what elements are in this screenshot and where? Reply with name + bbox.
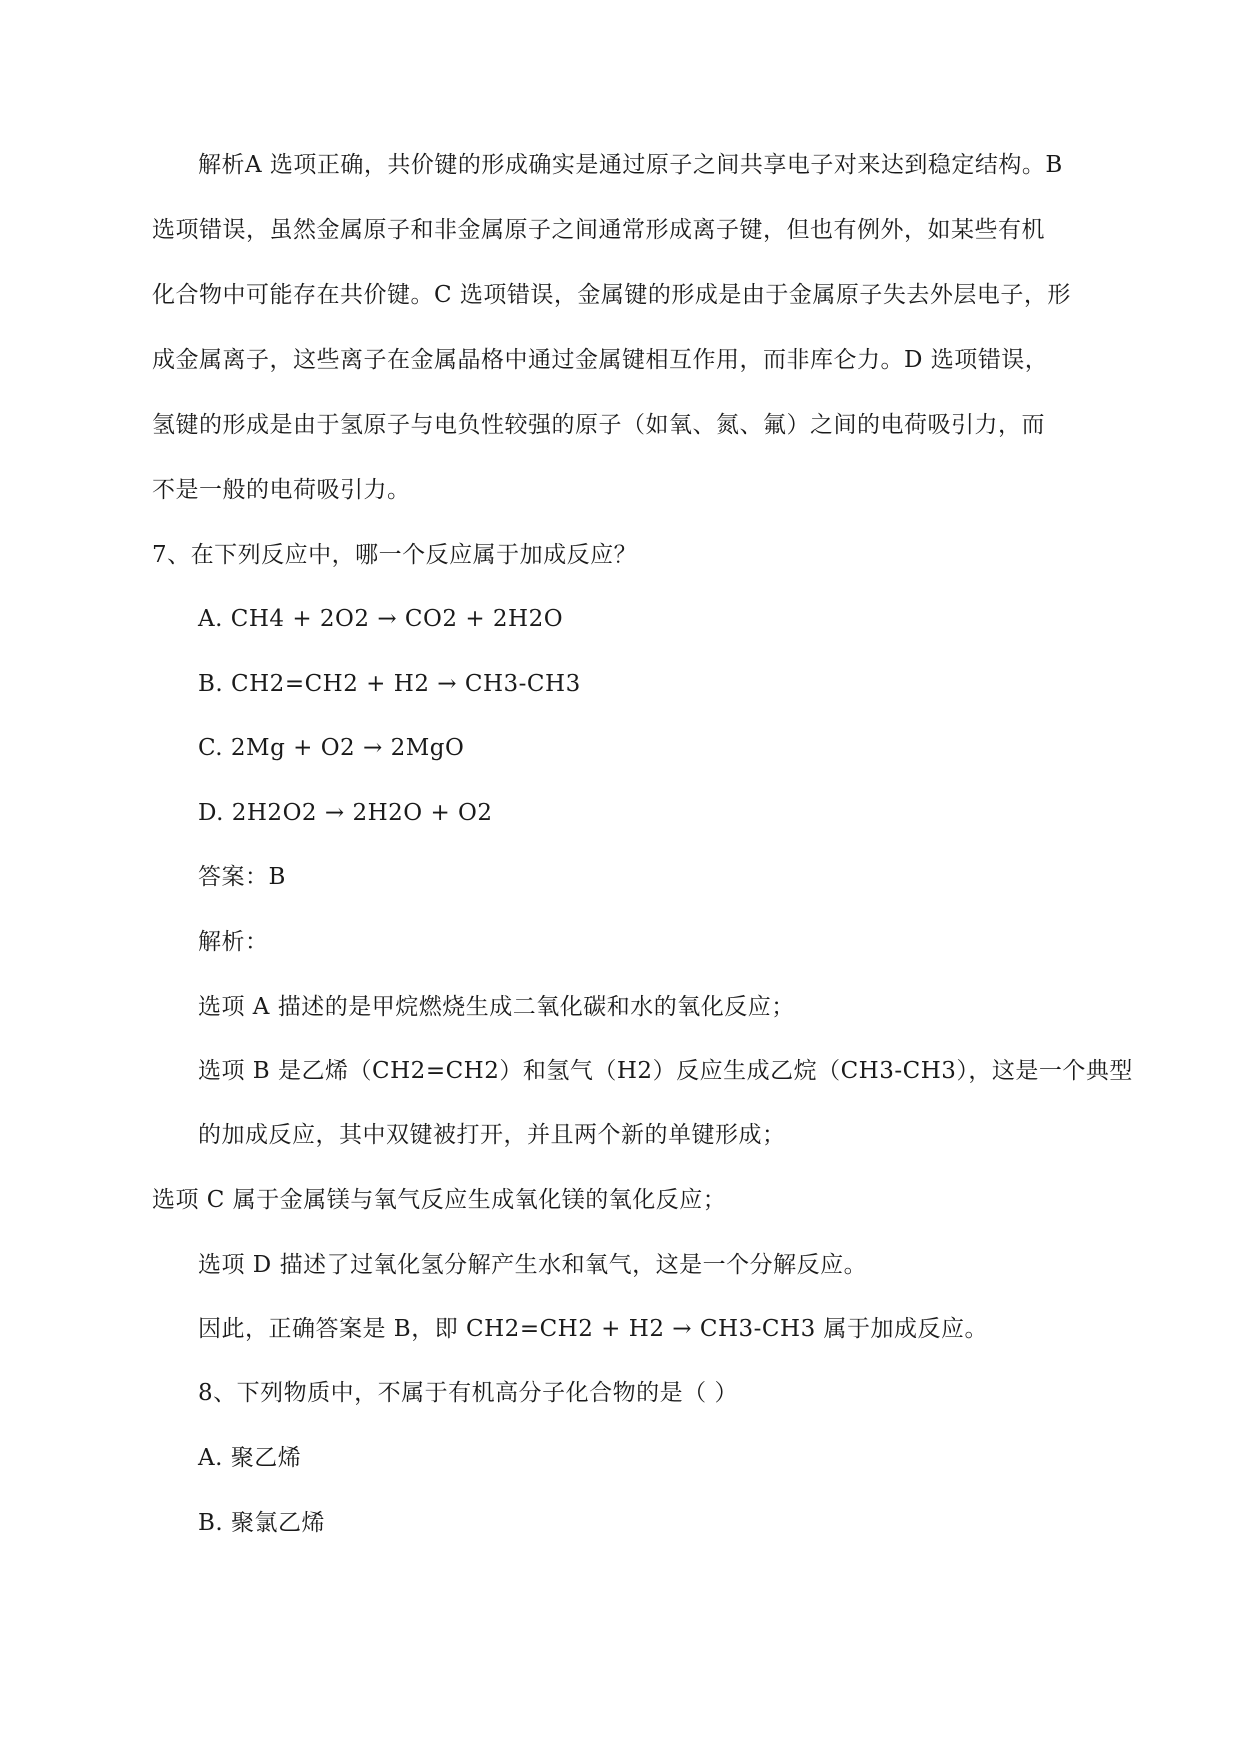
paragraph-line: 成金属离子，这些离子在金属晶格中通过金属键相互作用，而非库仑力。D 选项错误， — [152, 347, 1049, 373]
analysis-line: 选项 A 描述的是甲烷燃烧生成二氧化碳和水的氧化反应； — [198, 994, 795, 1020]
paragraph-line: 选项错误，虽然金属原子和非金属原子之间通常形成离子键，但也有例外，如某些有机 — [152, 217, 1045, 243]
question-8: 8、下列物质中，不属于有机高分子化合物的是（ ） — [198, 1380, 738, 1406]
analysis-line: 选项 C 属于金属镁与氧气反应生成氧化镁的氧化反应； — [152, 1187, 727, 1213]
analysis-line: 选项 D 描述了过氧化氢分解产生水和氧气，这是一个分解反应。 — [198, 1252, 868, 1278]
paragraph-line: 解析A 选项正确，共价键的形成确实是通过原子之间共享电子对来达到稳定结构。B — [198, 152, 1063, 178]
analysis-line: 选项 B 是乙烯（CH2=CH2）和氢气（H2）反应生成乙烷（CH3-CH3），这是一个典型 — [198, 1058, 1133, 1084]
answer: 答案：B — [198, 864, 286, 890]
paragraph-line: 不是一般的电荷吸引力。 — [152, 477, 411, 503]
paragraph-line: 氢键的形成是由于氢原子与电负性较强的原子（如氧、氮、氟）之间的电荷吸引力，而 — [152, 412, 1045, 438]
option-d: D. 2H2O2 → 2H2O + O2 — [198, 800, 493, 826]
option-b: B. 聚氯乙烯 — [198, 1510, 326, 1536]
option-b: B. CH2=CH2 + H2 → CH3-CH3 — [198, 671, 581, 697]
question-7: 7、在下列反应中，哪一个反应属于加成反应？ — [152, 542, 638, 568]
option-c: C. 2Mg + O2 → 2MgO — [198, 735, 465, 761]
paragraph-line: 化合物中可能存在共价键。C 选项错误，金属键的形成是由于金属原子失去外层电子，形 — [152, 282, 1071, 308]
analysis-heading: 解析： — [198, 929, 269, 955]
conclusion: 因此，正确答案是 B，即 CH2=CH2 + H2 → CH3-CH3 属于加成反应。 — [198, 1316, 989, 1342]
option-a: A. 聚乙烯 — [198, 1445, 302, 1471]
option-a: A. CH4 + 2O2 → CO2 + 2H2O — [198, 606, 564, 632]
analysis-line: 的加成反应，其中双键被打开，并且两个新的单键形成； — [198, 1122, 786, 1148]
